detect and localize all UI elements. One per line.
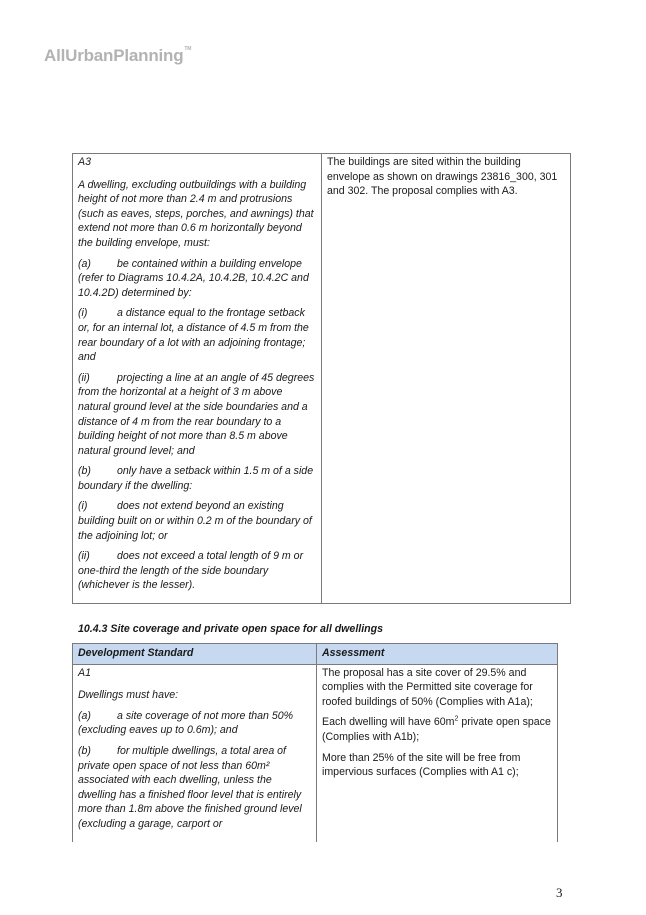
clause-intro: Dwellings must have: [78, 689, 179, 702]
assessment-text: The buildings are sited within the building envelope as shown on drawings 23816_300, 301 and 302. The proposal complies with A3. [327, 156, 558, 198]
assessment-paragraph: Each dwelling will have $60m^2$ private open space (Complies with A1b); [322, 715, 551, 743]
clause-paragraph: (i) does not extend beyond an existing building built on or within 0.2 m of the boundary of the adjoining lot; or [78, 500, 312, 542]
table-header-row [73, 644, 558, 665]
clause-paragraph: (b) for multiple dwellings, a total area of private open space of not less than 60m² associated with each dwelling, unless the dwelling has a finished floor level that is entirely more than 1.8m above the finished ground level (excluding a garage, carport or [78, 744, 302, 830]
clause-paragraph: (a) a site coverage of not more than 50% (excluding eaves up to 0.6m); and [78, 709, 294, 737]
development-standard-cell [73, 154, 322, 604]
clause-label: A1 [78, 666, 91, 679]
assessment-paragraph: The proposal has a site cover of 29.5% and complies with the Permitted site coverage for roofed buildings of 50% (Complies with A1a); [322, 666, 533, 708]
clause-paragraph: A dwelling, excluding outbuildings with a building height of not more than 2.4 m and protrusions (such as eaves, steps, porches, and awnings) that extend not more than 0.6 m horizontally beyond the building envelope, must: [78, 178, 314, 249]
assessment-cell [322, 154, 571, 604]
table-row [73, 154, 571, 604]
page-number: 3 [556, 885, 563, 900]
development-standard-cell [73, 664, 317, 841]
standard-a3-table [72, 153, 571, 604]
allurbanplanning-logo [44, 46, 191, 66]
clause-paragraph: (ii) projecting a line at an angle of 45 degrees from the horizontal at a height of 3 m above natural ground level at the side boundaries and a distance of 4 m from the rear boundary to a building height of not more than 8.5 m above natural ground level; and [78, 371, 315, 457]
clause-paragraph: (b) only have a setback within 1.5 m of a side boundary if the dwelling: [78, 465, 314, 492]
section-heading: 10.4.3 Site coverage and private open space for all dwellings [78, 623, 383, 635]
assessment-cell [317, 664, 558, 841]
table-row [73, 664, 558, 841]
assessment-paragraph: More than 25% of the site will be free from impervious surfaces (Complies with A1 c); [322, 751, 521, 779]
site-coverage-table [72, 643, 558, 842]
clause-label: A3 [78, 156, 91, 168]
column-header-standard: Development Standard [73, 644, 317, 665]
clause-paragraph: (ii) does not exceed a total length of 9 m or one-third the length of the side boundary (whichever is the lesser). [78, 550, 304, 592]
logo-trademark: TM [184, 46, 192, 52]
column-header-assessment: Assessment [317, 644, 558, 665]
clause-paragraph: (a) be contained within a building envelope (refer to Diagrams 10.4.2A, 10.4.2B, 10.4.2C and 10.4.2D) determined by: [78, 257, 309, 299]
clause-paragraph: (i) a distance equal to the frontage setback or, for an internal lot, a distance of 4.5 m from the rear boundary of a lot with an adjoining frontage; and [78, 307, 309, 364]
logo-text: AllUrbanPlanning [44, 46, 184, 65]
